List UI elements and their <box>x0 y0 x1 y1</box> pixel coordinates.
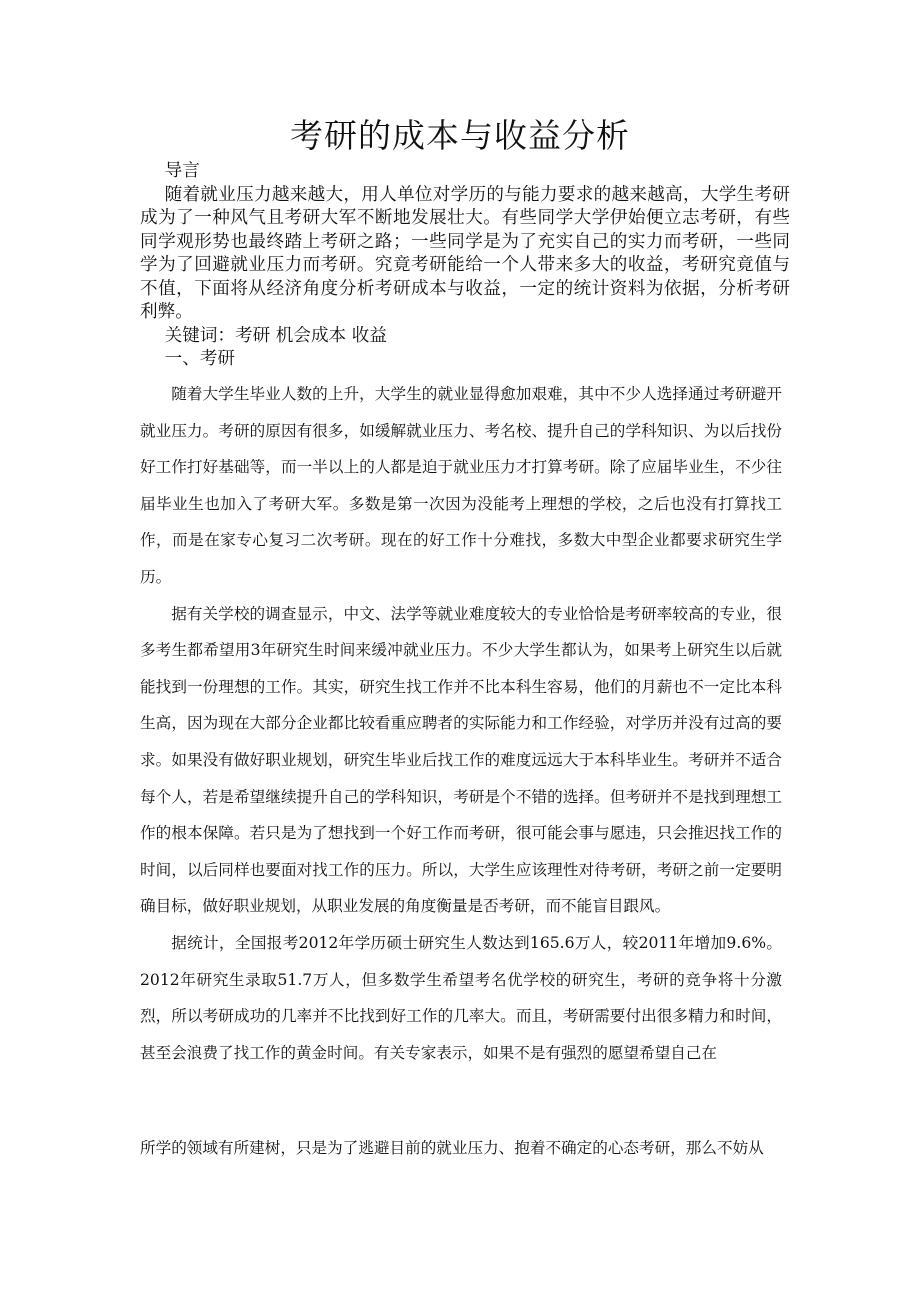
page-continuation <box>140 1130 782 1167</box>
intro-section <box>140 160 790 372</box>
body-text <box>140 376 782 1071</box>
intro-heading: 导言 <box>164 161 200 181</box>
section-heading: 一、考研 <box>164 349 236 369</box>
document-title: 考研的成本与收益分析 <box>290 116 630 155</box>
keywords-line: 关键词：考研 机会成本 收益 <box>164 325 387 346</box>
body-paragraph: 据有关学校的调查显示，中文、法学等就业难度较大的专业恰恰是考研率较高的专业，很多考生都希望用3年研究生时间来缓冲就业压力。不少大学生都认为，如果考上研究生以后就能找到一份理想的工作。其实，研究生找工作并不比本科生容易，他们的月薪也不一定比本科生高，因为现在大部分企业都比较看重应聘者的实际能力和工作经验，对学历并没有过高的要求。如果没有做好职业规划，研究生毕业后找工作的难度远远大于本科毕业生。考研并不适合每个人，若是希望继续提升自己的学科知识，考研是个不错的选择。但考研并不是找到理想工作的根本保障。若只是为了想找到一个好工作而考研，很可能会事与愿违，只会推迟找工作的时间，以后同样也要面对找工作的压力。所以，大学生应该理性对待考研，考研之前一定要明确目标，做好职业规划，从职业发展的角度衡量是否考研，而不能盲目跟风。 <box>140 604 782 916</box>
continuation-paragraph: 所学的领域有所建树，只是为了逃避目前的就业压力、抱着不确定的心态考研，那么不妨从 <box>140 1139 764 1157</box>
body-paragraph: 据统计，全国报考2012年学历硕士研究生人数达到165.6万人，较2011年增加9.6%。2012年研究生录取51.7万人，但多数学生希望考名优学校的研究生，考研的竞争将十分激烈，所以考研成功的几率并不比找到好工作的几率大。而且，考研需要付出很多精力和时间，甚至会浪费了找工作的黄金时间。有关专家表示，如果不是有强烈的愿望希望自己在 <box>140 933 782 1062</box>
intro-paragraph: 随着就业压力越来越大，用人单位对学历的与能力要求的越来越高，大学生考研成为了一种风气且考研大军不断地发展壮大。有些同学大学伊始便立志考研，有些同学观形势也最终踏上考研之路；一些同学是为了充实自己的实力而考研，一些同学为了回避就业压力而考研。究竟考研能给一个人带来多大的收益，考研究竟值与不值，下面将从经济角度分析考研成本与收益，一定的统计资料为依据，分析考研利弊。 <box>140 184 790 322</box>
body-paragraph: 随着大学生毕业人数的上升，大学生的就业显得愈加艰难，其中不少人选择通过考研避开就业压力。考研的原因有很多，如缓解就业压力、考名校、提升自己的学科知识、为以后找份好工作打好基础等，而一半以上的人都是迫于就业压力才打算考研。除了应届毕业生，不少往届毕业生也加入了考研大军。多数是第一次因为没能考上理想的学校，之后也没有打算找工作，而是在家专心复习二次考研。现在的好工作十分难找，多数大中型企业都要求研究生学历。 <box>140 385 782 586</box>
